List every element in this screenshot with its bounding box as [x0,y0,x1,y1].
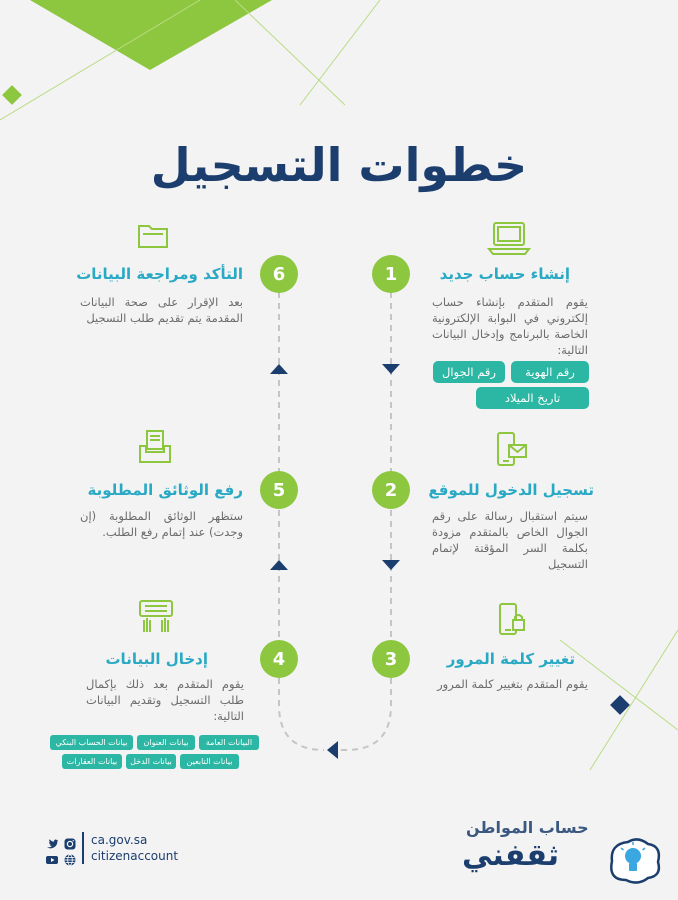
step-1-description: يقوم المتقدم بإنشاء حساب إلكتروني في البوابة الإلكترونية الخاصة بالبرنامج وإدخال البيانات التالية: [432,295,588,357]
step-5-number: 5 [260,471,298,509]
step-3-number: 3 [372,640,410,678]
field-id-number: رقم الهوية [511,361,589,383]
brand-logo-text: ثقفني [462,838,560,873]
arrow-up [270,560,288,570]
footer-website[interactable]: ca.gov.sa [91,833,148,847]
mobile-lock-icon [494,602,530,638]
arrow-left [327,741,338,759]
brand-tagline: حساب المواطن [466,818,589,837]
field-bank-account: بيانات الحساب البنكي [50,735,133,750]
step-5-description: ستظهر الوثائق المطلوبة (إن وجدت) عند إتمام رفع الطلب. [80,509,243,539]
step-6-title: التأكد ومراجعة البيانات [76,265,243,283]
lightbulb-icon [604,836,664,890]
field-dependents: بيانات التابعين [180,754,239,769]
step-6-description: بعد الإقرار على صحة البيانات المقدمة يتم تقديم طلب التسجيل [80,295,243,325]
step-4-description: يقوم المتقدم بعد ذلك بإكمال طلب التسجيل وتقديم البيانات التالية: [86,677,244,723]
step-6-number: 6 [260,255,298,293]
globe-icon[interactable] [64,851,76,870]
keyboard-hands-icon [136,598,176,636]
arrow-down [382,364,400,374]
field-general: البيانات العامة [199,735,259,750]
folder-icon [137,220,169,250]
field-address: بيانات العنوان [137,735,195,750]
field-real-estate: بيانات العقارات [62,754,122,769]
step-1-title: إنشاء حساب جديد [439,265,570,283]
step-2-number: 2 [372,471,410,509]
step-1-number: 1 [372,255,410,293]
field-birth-date: تاريخ الميلاد [476,387,589,409]
page-title: خطوات التسجيل [150,138,528,192]
laptop-icon [487,218,531,258]
footer-divider [82,832,84,864]
step-4-title: إدخال البيانات [105,650,208,668]
field-mobile-number: رقم الجوال [433,361,505,383]
arrow-down [382,560,400,570]
step-2-title: تسجيل الدخول للموقع [428,481,594,499]
mobile-message-icon [491,430,531,470]
step-2-description: سيتم استقبال رسالة على رقم الجوال الخاص بالمتقدم مزودة بكلمة السر المؤقتة لإتمام التسجيل [432,509,588,571]
arrow-up [270,364,288,374]
step-5-title: رفع الوثائق المطلوبة [87,481,243,499]
document-tray-icon [136,428,174,466]
youtube-icon[interactable] [46,851,58,870]
step-4-number: 4 [260,640,298,678]
footer-handle[interactable]: citizenaccount [91,849,179,863]
step-3-description: يقوم المتقدم بتغيير كلمة المرور [437,677,588,691]
step-3-title: تغيير كلمة المرور [446,650,575,668]
field-income: بيانات الدخل [126,754,176,769]
